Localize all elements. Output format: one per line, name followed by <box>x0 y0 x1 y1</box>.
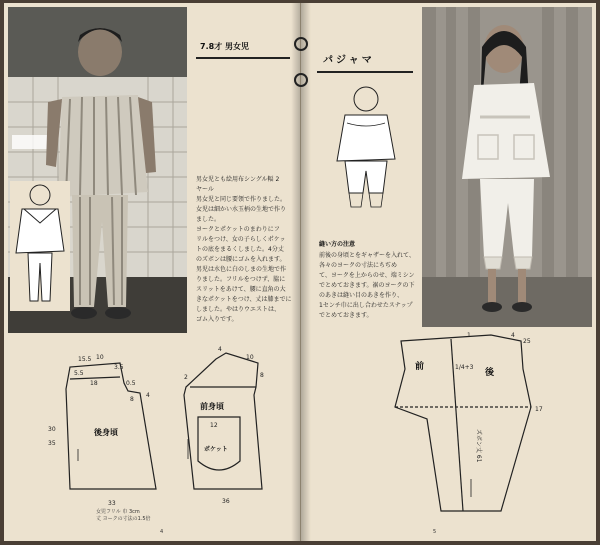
pattern-label-front: 前 <box>415 362 425 372</box>
text-line: しました。やはりウエストは、 <box>196 306 281 313</box>
text-line: ました。 <box>196 216 221 223</box>
measure-label: 5.5 <box>74 370 84 377</box>
measure-label: 4 <box>218 346 222 353</box>
caption-line: 丈 ヨークの寸法の1.5倍 <box>96 516 151 522</box>
text-line: 1センチ巾に出し合わせたスナップ <box>319 302 413 309</box>
girl-photo <box>422 7 592 327</box>
measure-label: 10 <box>246 354 254 361</box>
left-heading: 7.8才 男女児 <box>200 42 249 51</box>
caption-line: 女児フリル <box>96 509 121 515</box>
measure-label: 4 <box>146 392 150 399</box>
text-line: 女児は細かい水玉柄の生地で作り <box>196 206 287 213</box>
measure-label: 1/4+3 <box>455 364 474 371</box>
right-page <box>301 3 596 541</box>
pattern-caption <box>96 508 246 522</box>
left-page <box>4 3 301 541</box>
measure-label: 4 <box>511 332 515 339</box>
text-line: 前後の身頃とをギャザーを入れて、 <box>319 252 415 259</box>
measure-label: 2 <box>184 374 188 381</box>
measure-label: 30 <box>48 426 56 433</box>
text-line: トの底をまるくしました。4分丈 <box>196 246 284 253</box>
text-line: リルをつけ、女の子らしくポケッ <box>196 236 286 243</box>
pattern-label-back: 後身頃 <box>94 428 118 437</box>
text-line: 男児は水色に白のしまの生地で作 <box>196 266 287 273</box>
trousers-pattern-diagram <box>371 329 567 529</box>
text-line: のあきは縫い目のあきを作り、 <box>319 292 404 299</box>
page-number: 4 <box>160 529 164 535</box>
measure-label: 8 <box>260 372 264 379</box>
text-line: 男女児と同じ要領で作りました。 <box>196 196 287 203</box>
left-body-text <box>196 175 294 325</box>
left-heading-rule <box>196 57 290 59</box>
right-body-text <box>319 251 423 321</box>
measure-label: 35 <box>48 440 56 447</box>
pattern-label-pocket: ポケット <box>204 446 228 453</box>
text-line: でとめておきます。 <box>319 312 373 319</box>
trouser-length-label: ズボン丈 61 <box>475 429 482 463</box>
text-line: 男女児とも絵用布シングル幅 2 <box>196 176 280 183</box>
pajama-sketch <box>321 81 411 215</box>
caption-line: 巾 3cm <box>122 509 140 515</box>
magazine-spread <box>4 3 596 541</box>
pattern-label-back: 後 <box>485 368 495 378</box>
measure-label: 0.5 <box>126 380 136 387</box>
measure-label: 36 <box>222 498 230 505</box>
pattern-label-front: 前身頃 <box>200 402 224 411</box>
measure-label: 3.5 <box>114 364 124 371</box>
measure-label: 1 <box>467 332 471 339</box>
back-view-sketch <box>10 181 70 311</box>
binding-ring <box>294 73 308 87</box>
measure-label: 12 <box>210 422 218 429</box>
measure-label: 18 <box>90 380 98 387</box>
text-line: りました。フリルをつけず、脇に <box>196 276 286 283</box>
page-number: 5 <box>433 529 437 535</box>
measure-label: 25 <box>523 338 531 345</box>
measure-label: 15.5 <box>78 356 92 363</box>
text-line: 各々のヨークの寸法にちぢめ <box>319 262 398 269</box>
measure-label: 10 <box>96 354 104 361</box>
measure-label: 33 <box>108 500 116 507</box>
text-line: て、ヨークを上からのせ、端ミシン <box>319 272 415 279</box>
text-line: のズボンは腰にゴムを入れます。 <box>196 256 286 263</box>
text-line: ヨークとポケットのまわりにフ <box>196 226 280 233</box>
right-heading-rule <box>317 71 413 73</box>
text-line: きなポケットをつけ、丈は膝までに <box>196 296 292 303</box>
text-line: ヤール <box>196 186 214 193</box>
text-line: スリットをあけて、腰に直角の大 <box>196 286 286 293</box>
text-line: ゴム入りです。 <box>196 316 238 323</box>
left-pattern-diagram <box>8 339 296 529</box>
text-line: でとめておきます。裾のヨークの下 <box>319 282 415 289</box>
measure-label: 17 <box>535 406 543 413</box>
sewing-notes-heading: 縫い方の注意 <box>319 241 356 248</box>
binding-ring <box>294 37 308 51</box>
measure-label: 8 <box>130 396 134 403</box>
right-heading: パジャマ <box>323 55 375 66</box>
